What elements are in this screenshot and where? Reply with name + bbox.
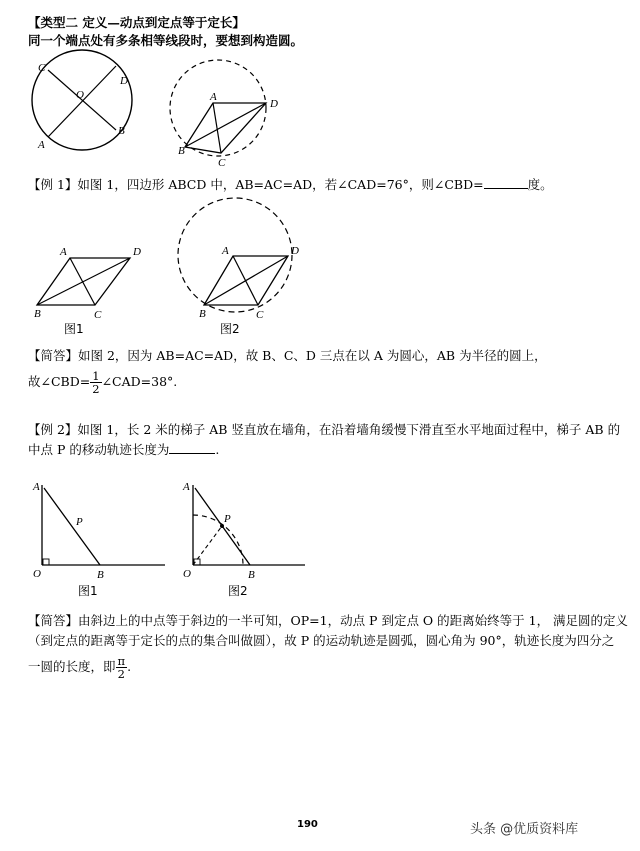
example2-figure2 (193, 485, 305, 565)
watermark: 头条 @优质资料库 (470, 822, 579, 837)
label-O: O (76, 89, 84, 101)
label-A: A (38, 139, 45, 151)
label-C: C (38, 62, 46, 74)
intro-quad-figure (170, 60, 266, 156)
label-C: C (256, 309, 264, 321)
label-D: D (120, 75, 128, 87)
example1-question-text: 【例 1】如图 1，四边形 ABCD 中，AB=AC=AD，若∠CAD=76°，则∠CBD= (28, 177, 484, 192)
label-A: A (33, 481, 40, 493)
label-B: B (178, 145, 185, 157)
label-A: A (210, 91, 217, 103)
example1-figure2 (178, 198, 292, 312)
example2-question-text: 中点 P 的移动轨迹长度为 (28, 442, 170, 457)
example1-answer-prefix: 故∠CBD= (28, 374, 91, 389)
example2-answer-suffix: . (127, 659, 132, 674)
example2-answer-line1: 【简答】由斜边上的中点等于斜边的一半可知，OP=1，动点 P 到定点 O 的距离始终等于 1， 满足圆的定义 (28, 613, 629, 628)
example2-question-line2 (28, 441, 219, 458)
label-A: A (183, 481, 190, 493)
example2-figure1 (42, 485, 165, 565)
answer-blank (169, 441, 215, 454)
label-A: A (60, 246, 67, 258)
fraction-denominator: 2 (117, 667, 125, 681)
label-P: P (224, 513, 231, 525)
label-D: D (270, 98, 278, 110)
label-P: P (76, 516, 83, 528)
section-subheading: 同一个端点处有多条相等线段时，要想到构造圆。 (28, 33, 304, 48)
label-A: A (222, 245, 229, 257)
example2-answer-prefix: 一圆的长度，即 (28, 659, 116, 674)
example2-answer-line3 (28, 652, 131, 682)
fraction (90, 370, 101, 395)
fraction-numerator: π (117, 654, 126, 668)
example1-answer-line1: 【简答】如图 2，因为 AB=AC=AD，故 B、C、D 三点在以 A 为圆心，AB 为半径的圆上， (28, 348, 547, 363)
label-B: B (199, 308, 206, 320)
example1-fig1-caption: 图1 (64, 322, 84, 336)
label-O: O (33, 568, 41, 580)
example1-fig2-caption: 图2 (220, 322, 240, 336)
example2-answer-line2: （到定点的距离等于定长的点的集合叫做圆），故 P 的运动轨迹是圆弧，圆心角为 90°，轨迹长度为四分之 (28, 633, 615, 648)
label-C: C (218, 157, 226, 169)
fraction-denominator: 2 (92, 382, 100, 396)
label-B: B (248, 569, 255, 581)
answer-blank (484, 176, 528, 189)
label-B: B (34, 308, 41, 320)
label-B: B (97, 569, 104, 581)
page-number: 190 (297, 819, 318, 830)
example1-figure1 (37, 258, 130, 305)
fraction (116, 655, 128, 680)
fraction-numerator: 1 (92, 369, 100, 383)
label-D: D (291, 245, 299, 257)
example2-fig1-caption: 图1 (78, 584, 98, 598)
label-B: B (118, 125, 125, 137)
example1-question-suffix: 度。 (527, 177, 553, 192)
example2-fig2-caption: 图2 (228, 584, 248, 598)
example1-answer-suffix: ∠CAD=38°. (101, 374, 178, 389)
example1-answer-line2 (28, 368, 177, 396)
section-heading: 【类型二 定义—动点到定点等于定长】 (28, 15, 245, 30)
label-D: D (133, 246, 141, 258)
example1-question (28, 176, 553, 193)
label-C: C (94, 309, 102, 321)
example2-question-end: . (215, 442, 220, 457)
example2-question-line1: 【例 2】如图 1，长 2 米的梯子 AB 竖直放在墙角，在沿着墙角缓慢下滑直至水平地面过程中，梯子 AB 的 (28, 422, 621, 437)
label-O: O (183, 568, 191, 580)
